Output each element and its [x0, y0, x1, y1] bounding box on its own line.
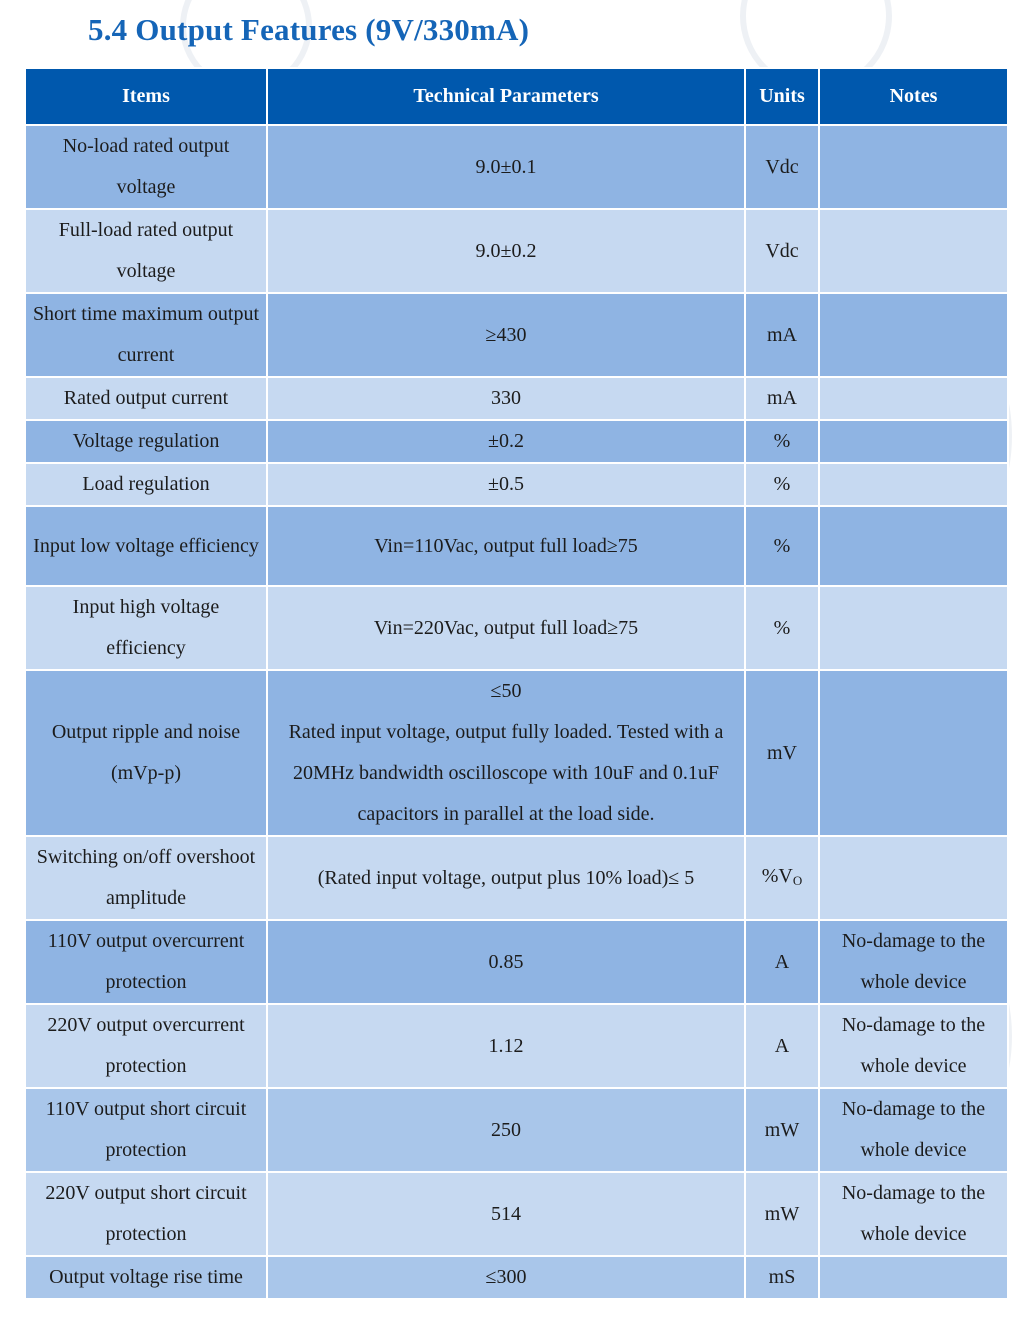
unit-cell: % [745, 586, 819, 670]
item-cell: Load regulation [25, 463, 267, 506]
header-technical-parameters: Technical Parameters [267, 68, 745, 125]
note-cell [819, 506, 1008, 586]
header-items: Items [25, 68, 267, 125]
table-row [25, 670, 1008, 836]
item-cell: 110V output overcurrent protection [25, 920, 267, 1004]
item-cell: Input low voltage efficiency [25, 506, 267, 586]
item-cell: 220V output overcurrent protection [25, 1004, 267, 1088]
item-cell: Output voltage rise time [25, 1256, 267, 1299]
param-cell: ≥430 [267, 293, 745, 377]
item-cell: Input high voltage efficiency [25, 586, 267, 670]
unit-cell: A [745, 1004, 819, 1088]
table-row [25, 125, 1008, 209]
param-cell: 250 [267, 1088, 745, 1172]
param-detail: Rated input voltage, output fully loaded. Tested with a 20MHz bandwidth oscilloscope with 10uF and 0.1uF capacitors in parallel at the load side. [288, 721, 724, 825]
param-cell: Vin=220Vac, output full load≥75 [267, 586, 745, 670]
note-cell: No-damage to the whole device [819, 1088, 1008, 1172]
item-cell: Output ripple and noise (mVp-p) [25, 670, 267, 836]
unit-cell: mW [745, 1172, 819, 1256]
item-cell: No-load rated output voltage [25, 125, 267, 209]
item-cell: Voltage regulation [25, 420, 267, 463]
param-cell: 1.12 [267, 1004, 745, 1088]
table-header-row [25, 68, 1008, 125]
note-cell [819, 209, 1008, 293]
table-row [25, 506, 1008, 586]
unit-subscript: O [792, 872, 803, 888]
table-row [25, 377, 1008, 420]
note-cell: No-damage to the whole device [819, 920, 1008, 1004]
param-cell: ≤300 [267, 1256, 745, 1299]
note-cell [819, 293, 1008, 377]
item-cell: Switching on/off overshoot amplitude [25, 836, 267, 920]
param-value: ≤50 [490, 680, 522, 702]
param-cell: 0.85 [267, 920, 745, 1004]
note-cell [819, 670, 1008, 836]
unit-cell [745, 836, 819, 920]
unit-cell: Vdc [745, 209, 819, 293]
unit-main: %V [761, 864, 793, 887]
header-notes: Notes [819, 68, 1008, 125]
param-cell: Vin=110Vac, output full load≥75 [267, 506, 745, 586]
note-cell [819, 1256, 1008, 1299]
unit-cell: Vdc [745, 125, 819, 209]
unit-cell: % [745, 420, 819, 463]
item-cell: Full-load rated output voltage [25, 209, 267, 293]
note-cell [819, 586, 1008, 670]
note-cell [819, 377, 1008, 420]
note-cell: No-damage to the whole device [819, 1004, 1008, 1088]
table-row [25, 463, 1008, 506]
table-row [25, 586, 1008, 670]
unit-cell: mA [745, 293, 819, 377]
param-cell: 514 [267, 1172, 745, 1256]
section-title: 5.4 Output Features (9V/330mA) [88, 12, 530, 47]
note-cell [819, 836, 1008, 920]
param-cell: ±0.5 [267, 463, 745, 506]
unit-cell: % [745, 506, 819, 586]
table-row [25, 209, 1008, 293]
table-row [25, 920, 1008, 1004]
item-cell: 110V output short circuit protection [25, 1088, 267, 1172]
unit-cell: % [745, 463, 819, 506]
table-row [25, 1088, 1008, 1172]
unit-cell: mS [745, 1256, 819, 1299]
table-row [25, 293, 1008, 377]
item-cell: Short time maximum output current [25, 293, 267, 377]
table-row [25, 420, 1008, 463]
item-cell: Rated output current [25, 377, 267, 420]
param-cell: 9.0±0.1 [267, 125, 745, 209]
note-cell [819, 125, 1008, 209]
output-features-table [24, 67, 1009, 1300]
table-row [25, 1004, 1008, 1088]
unit-cell: A [745, 920, 819, 1004]
table-row [25, 836, 1008, 920]
note-cell [819, 420, 1008, 463]
note-cell [819, 463, 1008, 506]
unit-cell: mV [745, 670, 819, 836]
item-cell: 220V output short circuit protection [25, 1172, 267, 1256]
unit-cell: mA [745, 377, 819, 420]
table-row [25, 1172, 1008, 1256]
param-cell: 9.0±0.2 [267, 209, 745, 293]
table-row [25, 1256, 1008, 1299]
unit-cell: mW [745, 1088, 819, 1172]
param-cell [267, 670, 745, 836]
header-units: Units [745, 68, 819, 125]
param-cell: 330 [267, 377, 745, 420]
param-cell: (Rated input voltage, output plus 10% load)≤ 5 [267, 836, 745, 920]
note-cell: No-damage to the whole device [819, 1172, 1008, 1256]
param-cell: ±0.2 [267, 420, 745, 463]
